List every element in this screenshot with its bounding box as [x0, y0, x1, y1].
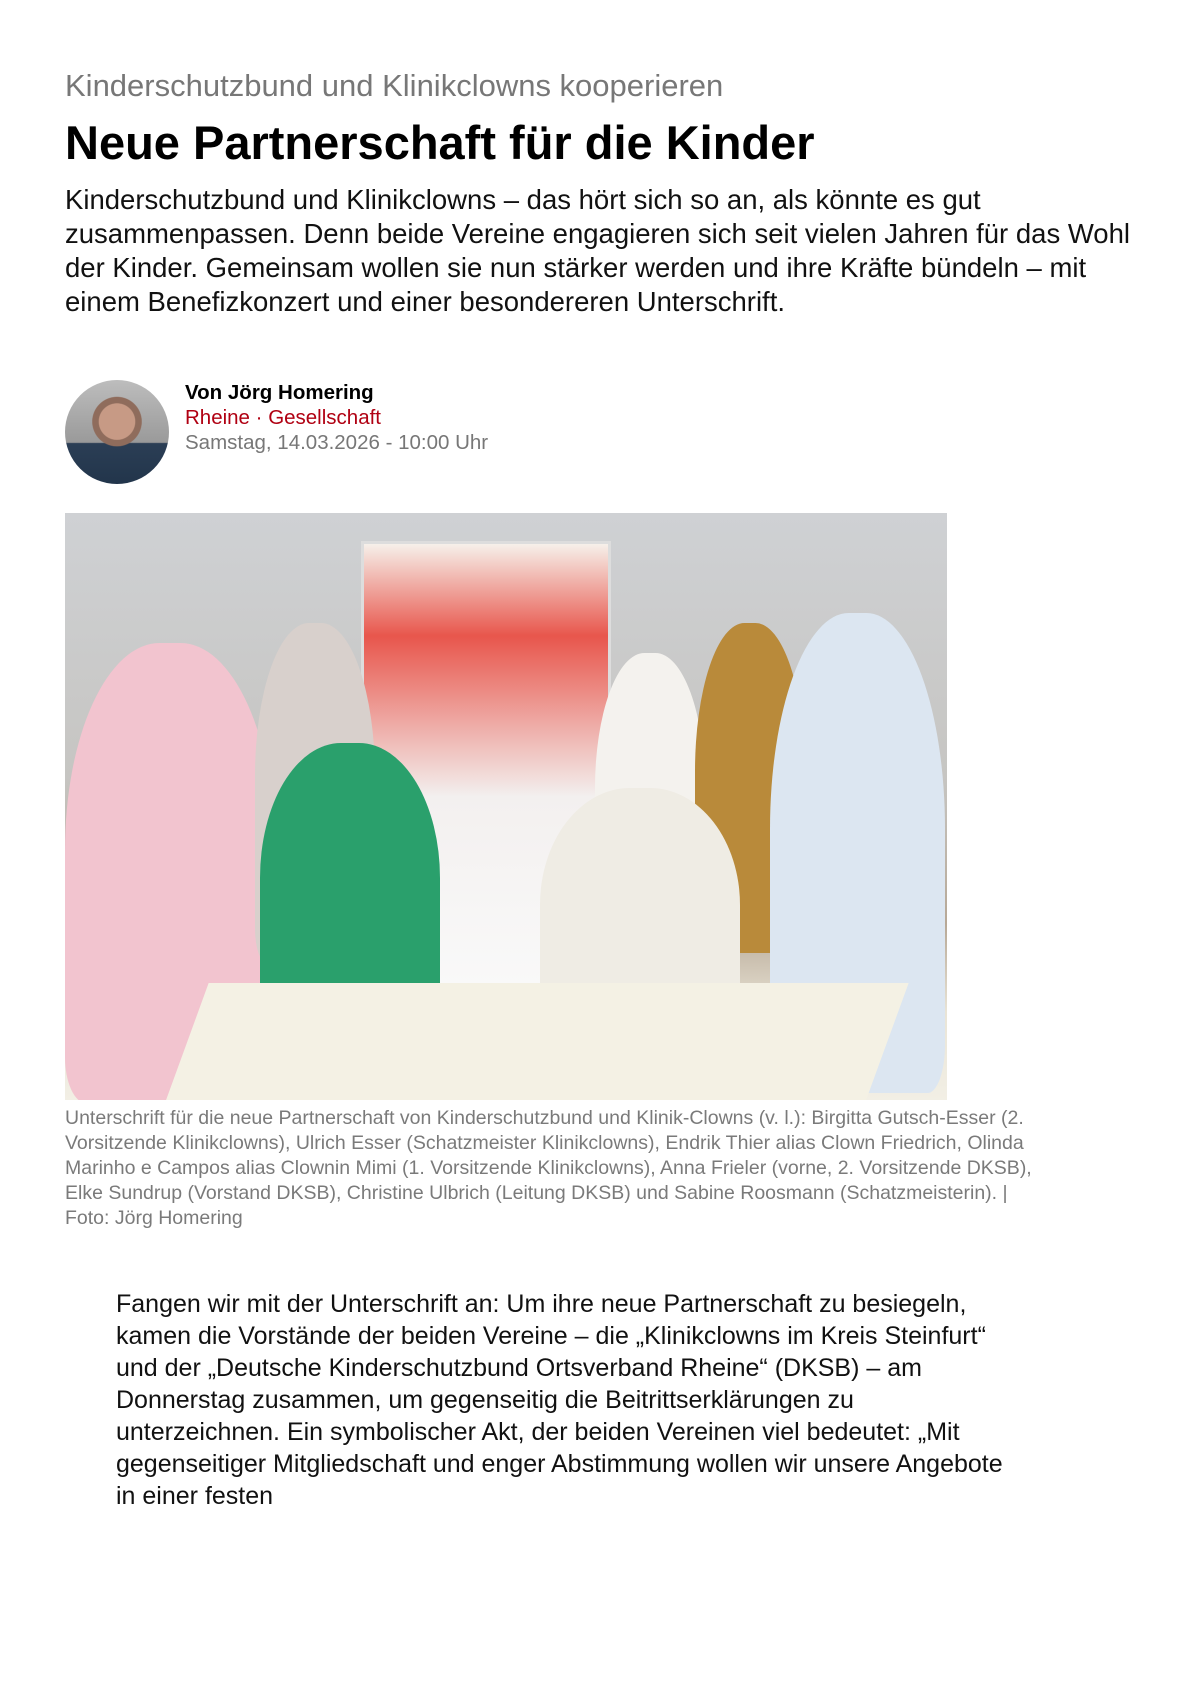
category-separator: · [249, 406, 269, 429]
table [161, 983, 908, 1100]
photo-caption: Unterschrift für die neue Partnerschaft von Kinderschutzbund und Klinik-Clowns (v. l.): Birgitta Gutsch-Esser (2. Vorsitzende Klinikclowns), Ulrich Esser (Schatzmeister Klinikclowns), Endrik Thier alias Clown Friedrich, Olinda Marinho e Campos alias Clownin Mimi (1. Vorsitzende Klinikclowns), Anna Frieler (vorne, 2. Vorsitzende DKSB), Elke Sundrup (Vorstand DKSB), Christine Ulbrich (Leitung DKSB) und Sabine Roosmann (Schatzmeisterin). | Foto: Jörg Homering [65, 1107, 1032, 1229]
article-kicker: Kinderschutzbund und Klinikclowns kooperieren [65, 68, 724, 103]
location-link[interactable]: Rheine [185, 406, 250, 429]
author-block [185, 380, 488, 455]
author-avatar[interactable] [65, 380, 169, 484]
article-headline: Neue Partnerschaft für die Kinder [65, 116, 815, 169]
article-lead: Kinderschutzbund und Klinikclowns – das hört sich so an, als könnte es gut zusammenpassen. Denn beide Vereine engagieren sich seit vielen Jahren für das Wohl der Kinder. Gemeinsam wollen sie nun stärker werden und ihre Kräfte bündeln – mit einem Benefizkonzert und einer besondereren Unterschrift. [65, 184, 1130, 317]
author-name[interactable]: Von Jörg Homering [185, 381, 374, 404]
article-photo[interactable] [65, 513, 947, 1100]
category-link[interactable]: Gesellschaft [268, 406, 381, 429]
publish-date: Samstag, 14.03.2026 - 10:00 Uhr [185, 431, 489, 454]
article-body: Fangen wir mit der Unterschrift an: Um ihre neue Partnerschaft zu besiegeln, kamen die Vorstände der beiden Vereine – die „Klinikclowns im Kreis Steinfurt“ und der „Deutsche Kinderschutzbund Ortsverband Rheine“ (DKSB) – am Donnerstag zusammen, um gegenseitig die Beitrittserklärungen zu unterzeichnen. Ein symbolischer Akt, der beiden Vereinen viel bedeutet: „Mit gegenseitiger Mitgliedschaft und enger Abstimmung wollen wir unsere Angebote in einer festen [116, 1290, 1003, 1510]
article-categories [185, 405, 488, 430]
